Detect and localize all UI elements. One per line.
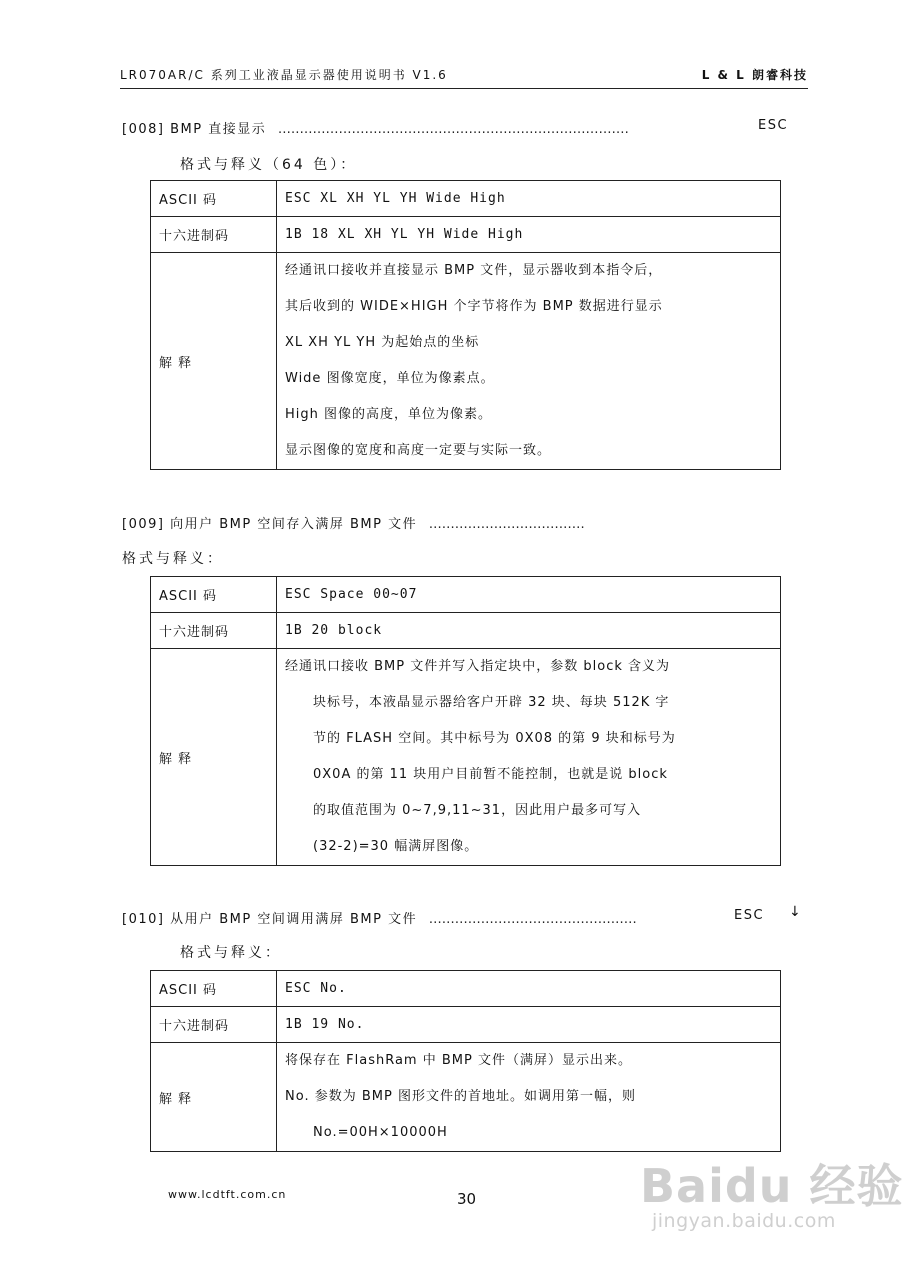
table-row <box>151 613 781 649</box>
explain-line: 0X0A 的第 11 块用户目前暂不能控制，也就是说 block <box>313 767 668 782</box>
ascii-label: ASCII 码 <box>151 971 277 1007</box>
header-company: L & L 朗睿科技 <box>701 68 808 82</box>
ascii-value: ESC Space 00~07 <box>277 577 781 613</box>
explain-line: 块标号，本液晶显示器给客户开辟 32 块、每块 512K 字 <box>313 695 670 710</box>
baidu-watermark <box>640 1150 904 1232</box>
explain-line: 经通讯口接收并直接显示 BMP 文件，显示器收到本指令后， <box>285 263 663 278</box>
table-row <box>151 971 781 1007</box>
explain-line: No. 参数为 BMP 图形文件的首地址。如调用第一幅，则 <box>285 1089 636 1104</box>
explain-cell <box>277 649 781 866</box>
header-doc-title: LR070AR/C 系列工业液晶显示器使用说明书 V1.6 <box>120 68 448 82</box>
leader-dots: ………………………………………… <box>428 912 637 927</box>
hex-value: 1B 18 XL XH YL YH Wide High <box>277 217 781 253</box>
explain-label: 解 释 <box>151 253 277 470</box>
format-label-009: 格式与释义： <box>122 551 224 567</box>
explain-line: Wide 图像宽度，单位为像素点。 <box>285 371 495 386</box>
page-header <box>120 64 808 89</box>
explain-line: 其后收到的 WIDE×HIGH 个字节将作为 BMP 数据进行显示 <box>285 299 663 314</box>
command-table-009 <box>150 576 781 866</box>
section-title-text: [008] BMP 直接显示 <box>122 122 267 137</box>
explain-line: 的取值范围为 0~7,9,11~31，因此用户最多可写入 <box>313 803 642 818</box>
table-row <box>151 217 781 253</box>
watermark-sub: jingyan.baidu.com <box>652 1210 836 1232</box>
footer-url: www.lcdtft.com.cn <box>168 1188 287 1201</box>
section-title-text: [010] 从用户 BMP 空间调用满屏 BMP 文件 <box>122 912 418 927</box>
explain-cell <box>277 1043 781 1152</box>
explain-line: XL XH YL YH 为起始点的坐标 <box>285 335 480 350</box>
ascii-value: ESC XL XH YL YH Wide High <box>277 181 781 217</box>
explain-line: 将保存在 FlashRam 中 BMP 文件（满屏）显示出来。 <box>285 1053 632 1068</box>
ascii-label: ASCII 码 <box>151 577 277 613</box>
explain-cell <box>277 253 781 470</box>
watermark-main: Baidu 经验 <box>640 1159 904 1213</box>
section-title-text: [009] 向用户 BMP 空间存入满屏 BMP 文件 <box>122 517 418 532</box>
section-title-009 <box>122 513 585 532</box>
hex-label: 十六进制码 <box>151 217 277 253</box>
leader-dots: ……………………………………………………………………… <box>277 122 629 137</box>
table-row <box>151 181 781 217</box>
down-arrow-icon: ↓ <box>789 904 801 920</box>
hex-value: 1B 20 block <box>277 613 781 649</box>
section-title-010 <box>122 908 637 927</box>
leader-dots: ……………………………… <box>428 517 585 532</box>
command-table-010 <box>150 970 781 1152</box>
table-row <box>151 253 781 470</box>
format-label-010: 格式与释义： <box>180 945 282 961</box>
section-code-010: ESC <box>734 908 765 923</box>
explain-line: (32-2)=30 幅满屏图像。 <box>313 839 479 854</box>
explain-line: 经通讯口接收 BMP 文件并写入指定块中，参数 block 含义为 <box>285 659 670 674</box>
table-row <box>151 1007 781 1043</box>
table-row <box>151 1043 781 1152</box>
format-label-008: 格式与释义（64 色）： <box>180 157 358 173</box>
section-title-008 <box>122 118 629 137</box>
ascii-value: ESC No. <box>277 971 781 1007</box>
explain-label: 解 释 <box>151 1043 277 1152</box>
explain-line: 显示图像的宽度和高度一定要与实际一致。 <box>285 443 552 458</box>
hex-label: 十六进制码 <box>151 613 277 649</box>
ascii-label: ASCII 码 <box>151 181 277 217</box>
explain-label: 解 释 <box>151 649 277 866</box>
hex-value: 1B 19 No. <box>277 1007 781 1043</box>
explain-line: No.=00H×10000H <box>313 1125 448 1140</box>
hex-label: 十六进制码 <box>151 1007 277 1043</box>
table-row <box>151 649 781 866</box>
page-number: 30 <box>457 1190 477 1208</box>
command-table-008 <box>150 180 781 470</box>
section-code-008: ESC <box>758 118 789 133</box>
explain-line: 节的 FLASH 空间。其中标号为 0X08 的第 9 块和标号为 <box>313 731 676 746</box>
table-row <box>151 577 781 613</box>
explain-line: High 图像的高度，单位为像素。 <box>285 407 493 422</box>
